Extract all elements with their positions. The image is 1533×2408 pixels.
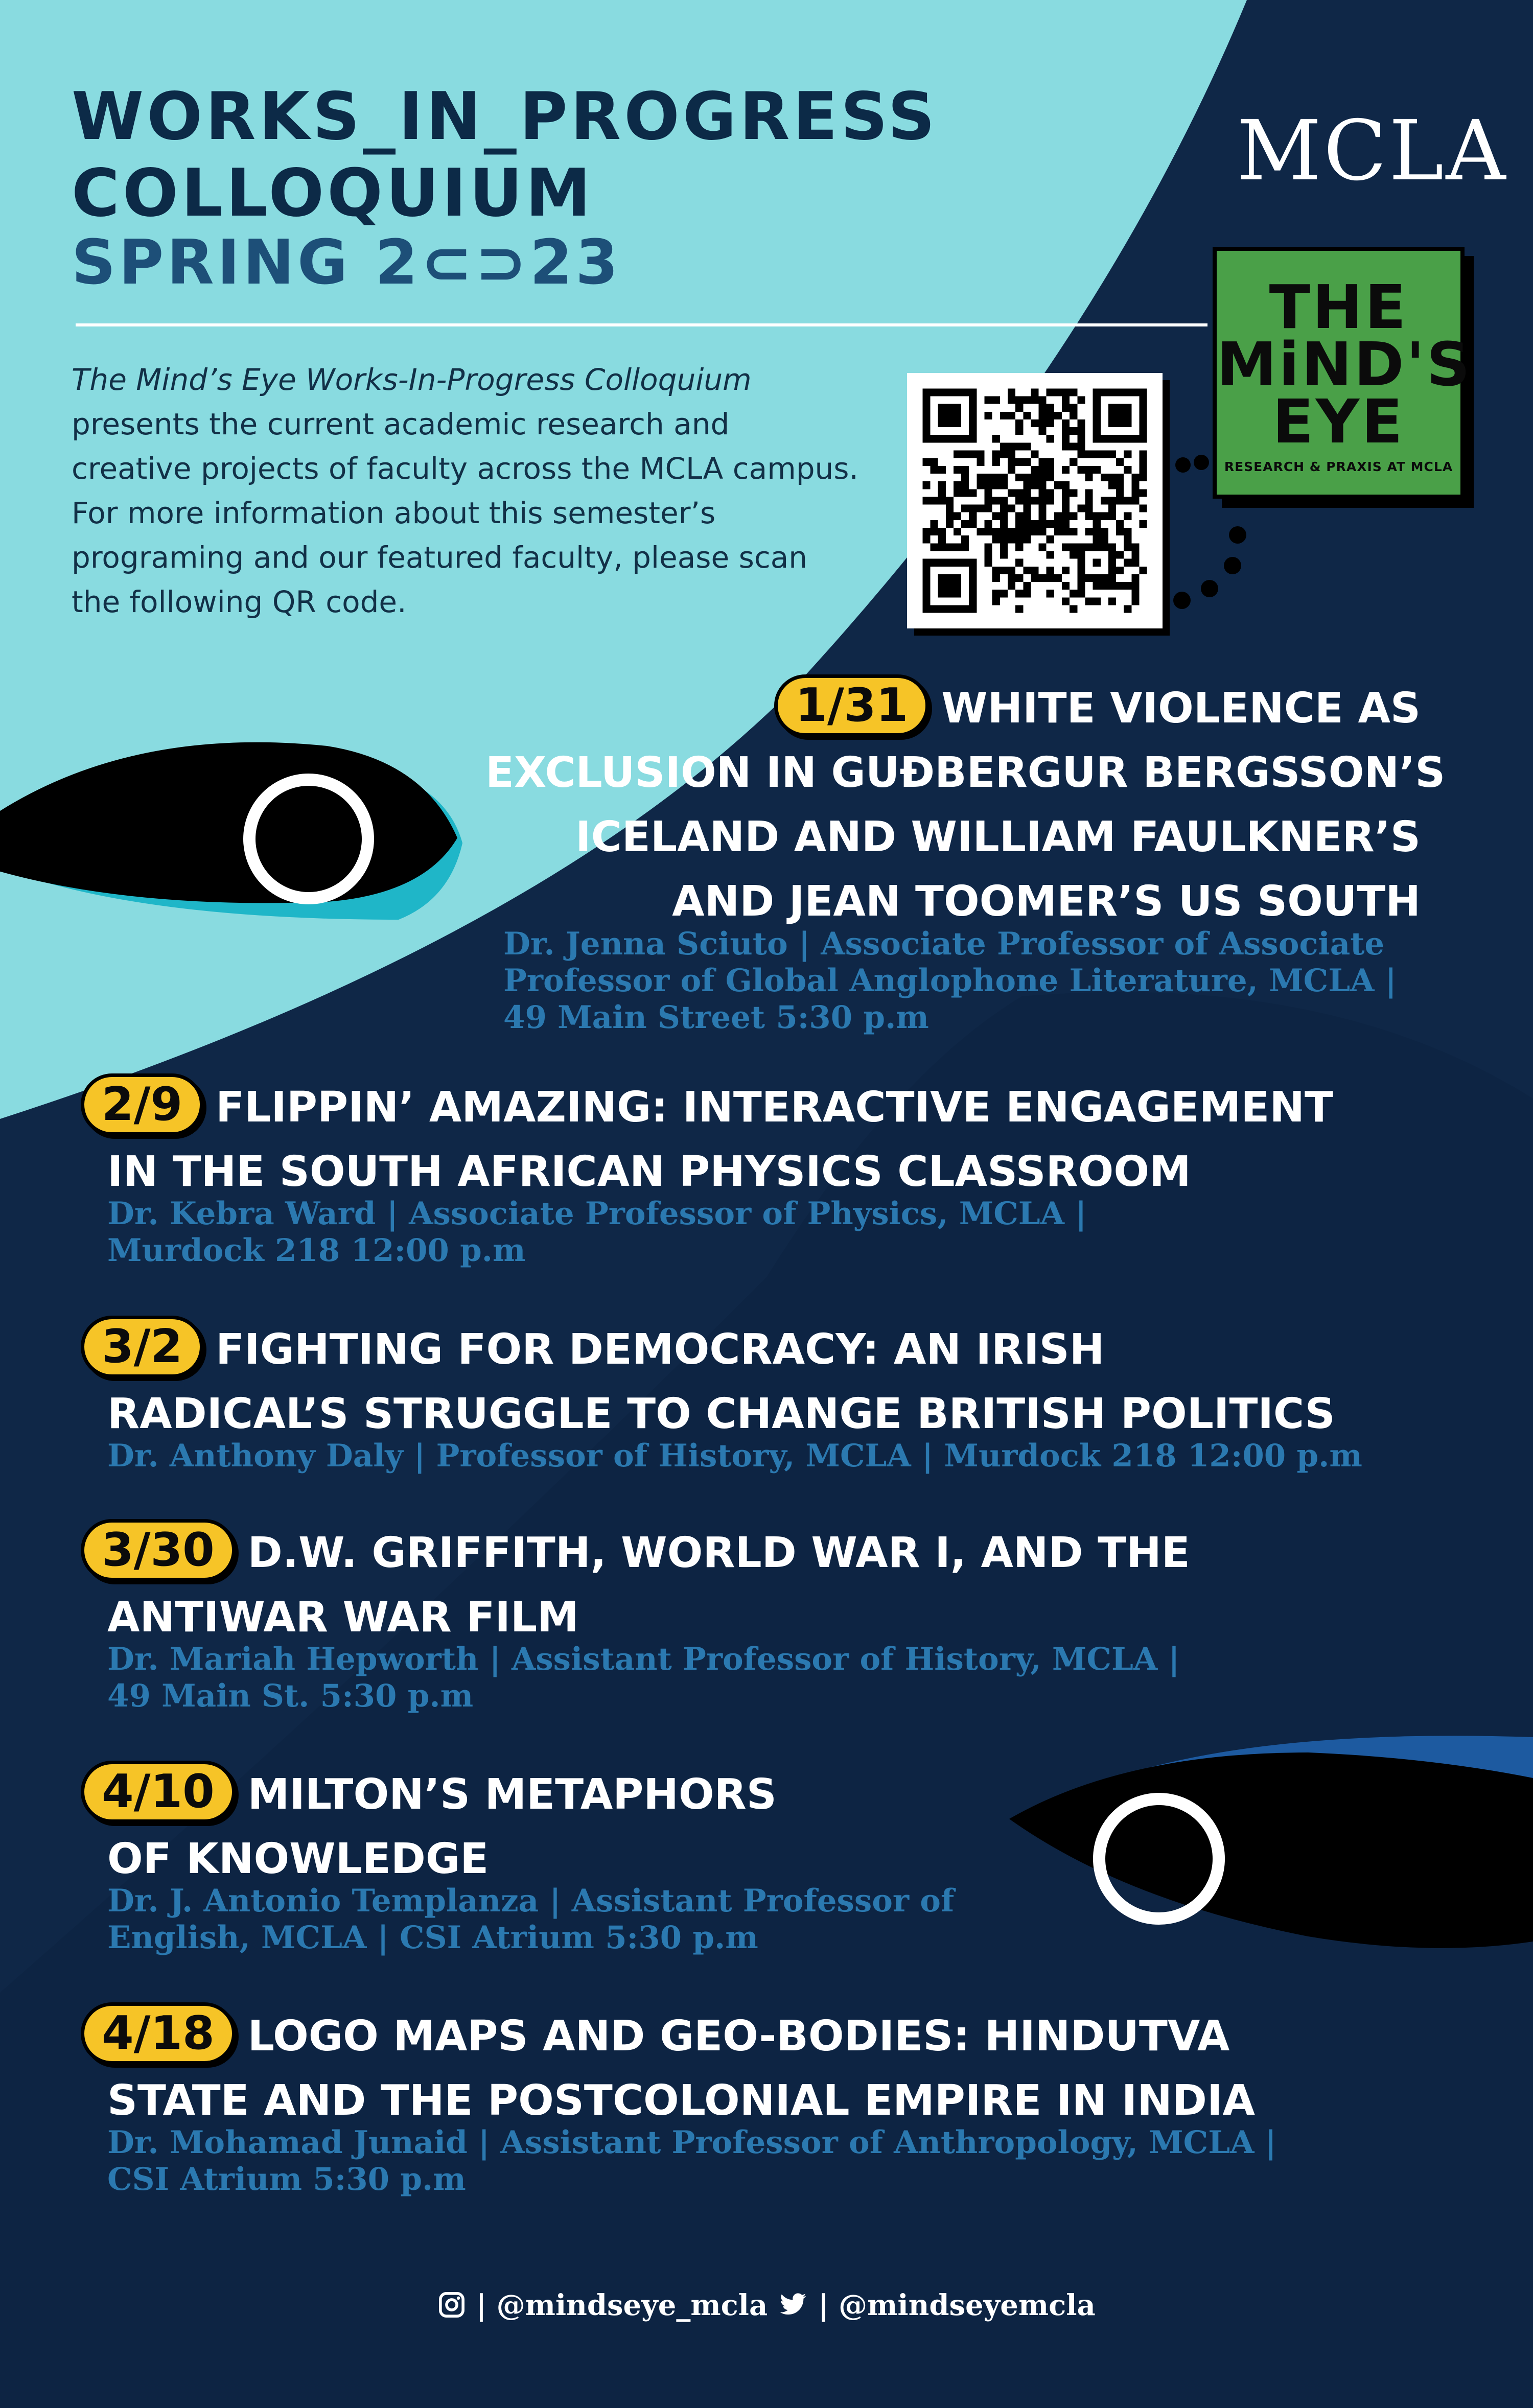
event-title-line: RADICAL’S STRUGGLE TO CHANGE BRITISH POLITICS [107, 1390, 1335, 1438]
event-title-line: ICELAND AND WILLIAM FAULKNER’S [575, 813, 1421, 861]
event-title-line: FLIPPIN’ AMAZING: INTERACTIVE ENGAGEMENT [216, 1083, 1333, 1132]
event-date-badge: 2/9 [81, 1073, 203, 1136]
event-info-1 [503, 926, 1397, 1036]
qr-code[interactable] [907, 373, 1163, 628]
connector-dot [1201, 580, 1218, 597]
header-semester: SPRING 2⊂⊃23 [72, 227, 621, 298]
header-title-line1: WORKS_IN_PROGRESS [72, 79, 938, 155]
header-title-line2: COLLOQUIUM [72, 155, 594, 231]
event-info-line: 49 Main Street 5:30 p.m [503, 999, 929, 1036]
event-title-line: MILTON’S METAPHORS [247, 1770, 777, 1819]
event-info-3 [107, 1438, 1362, 1475]
event-info-2 [107, 1196, 1086, 1269]
event-date-badge: 3/2 [81, 1316, 203, 1378]
twitter-handle[interactable]: @mindseyemcla [839, 2288, 1096, 2322]
event-title-line: AND JEAN TOOMER’S US SOUTH [672, 877, 1421, 926]
event-title-line: OF KNOWLEDGE [107, 1835, 489, 1883]
event-date-badge: 3/30 [81, 1519, 236, 1581]
intro-paragraph [72, 358, 858, 624]
event-title-line: WHITE VIOLENCE AS [941, 684, 1421, 733]
logo-line3: EYE [1272, 386, 1405, 457]
event-info-line: 49 Main St. 5:30 p.m [107, 1678, 474, 1714]
event-title-line: IN THE SOUTH AFRICAN PHYSICS CLASSROOM [107, 1148, 1191, 1196]
event-title-3 [81, 1316, 1335, 1446]
event-title-1 [485, 674, 1446, 934]
event-title-line: ANTIWAR WAR FILM [107, 1593, 579, 1642]
event-title-6 [81, 2002, 1255, 2133]
event-info-4 [107, 1641, 1180, 1715]
event-info-line: Dr. Anthony Daly | Professor of History, MCLA | Murdock 218 12:00 p.m [107, 1438, 1362, 1474]
event-info-line: Professor of Global Anglophone Literature, MCLA | [503, 963, 1397, 999]
event-info-line: Dr. Mariah Hepworth | Assistant Professor of History, MCLA | [107, 1641, 1180, 1677]
event-info-line: CSI Atrium 5:30 p.m [107, 2161, 466, 2197]
event-info-5 [107, 1883, 954, 1956]
footer-separator: | [818, 2288, 829, 2322]
event-date-badge: 4/10 [81, 1761, 236, 1823]
event-title-line: FIGHTING FOR DEMOCRACY: AN IRISH [216, 1325, 1105, 1374]
event-info-line: English, MCLA | CSI Atrium 5:30 p.m [107, 1920, 758, 1956]
event-info-line: Dr. Jenna Sciuto | Associate Professor of Associate [503, 926, 1385, 962]
event-title-line: EXCLUSION IN GUÐBERGUR BERGSSON’S [485, 749, 1446, 797]
event-info-line: Dr. J. Antonio Templanza | Assistant Professor of [107, 1883, 955, 1919]
logo-line2: MiND'S [1217, 329, 1472, 400]
connector-dot [1194, 455, 1209, 470]
minds-eye-logo [1213, 247, 1472, 499]
footer-separator: | [476, 2288, 487, 2322]
logo-subtitle: RESEARCH & PRAXIS AT MCLA [1224, 459, 1453, 474]
twitter-icon[interactable] [778, 2290, 808, 2319]
connector-dot [1175, 457, 1191, 473]
intro-emphasis: The Mind’s Eye Works-In-Progress Colloquium [72, 362, 752, 397]
event-title-2 [81, 1073, 1333, 1204]
header-divider [76, 323, 1207, 326]
mcla-logo: MCLA [1237, 103, 1508, 199]
event-title-4 [81, 1519, 1190, 1650]
event-info-line: Dr. Mohamad Junaid | Assistant Professor of Anthropology, MCLA | [107, 2124, 1276, 2161]
event-info-line: Murdock 218 12:00 p.m [107, 1232, 526, 1269]
event-date-badge: 4/18 [81, 2002, 236, 2065]
event-info-line: Dr. Kebra Ward | Associate Professor of Physics, MCLA | [107, 1196, 1087, 1232]
connector-dot [1173, 592, 1191, 609]
event-title-line: LOGO MAPS AND GEO-BODIES: HINDUTVA [247, 2012, 1230, 2061]
event-title-line: STATE AND THE POSTCOLONIAL EMPIRE IN INDIA [107, 2076, 1255, 2125]
event-date-badge: 1/31 [774, 674, 929, 737]
event-info-6 [107, 2124, 1276, 2198]
social-footer [0, 2285, 1533, 2326]
logo-line1: THE [1269, 272, 1408, 342]
intro-text: presents the current academic research and creative projects of faculty across the MCLA campus. For more information about this semester’s programing and our featured faculty, please scan the following QR code. [72, 407, 858, 619]
instagram-icon[interactable] [437, 2290, 466, 2319]
instagram-handle[interactable]: @mindseye_mcla [496, 2288, 768, 2322]
event-title-line: D.W. GRIFFITH, WORLD WAR I, AND THE [247, 1529, 1190, 1577]
connector-dot [1229, 526, 1246, 544]
connector-dot [1224, 557, 1241, 574]
event-title-5 [81, 1761, 777, 1891]
